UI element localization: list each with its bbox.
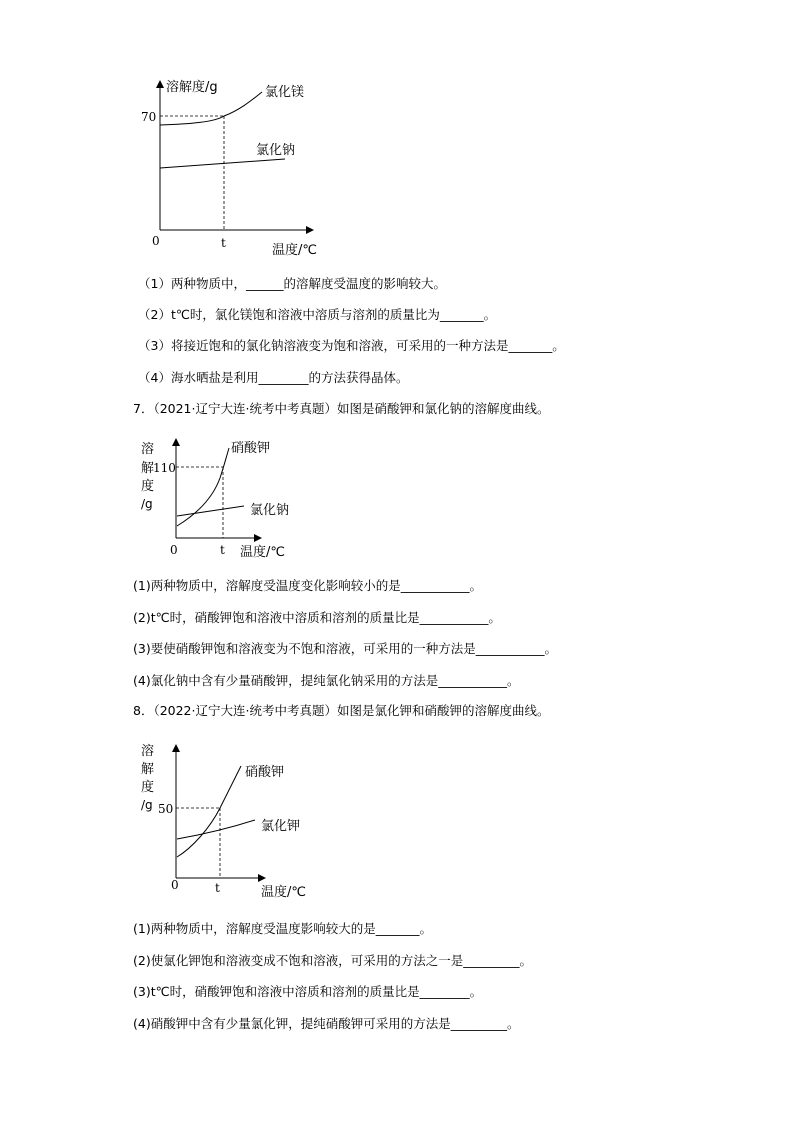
chart3-origin: 0	[171, 878, 179, 892]
chart2-ylabel-4: /g	[141, 497, 153, 511]
chart2-xlabel: 温度/℃	[240, 545, 285, 560]
chart3-ylabel-3: 度	[141, 780, 155, 795]
chart3-legend-potassium-chloride: 氯化钾	[261, 819, 301, 834]
q8-header: 8．（2022·辽宁大连·统考中考真题）如图是氯化钾和硝酸钾的溶解度曲线。	[133, 703, 550, 718]
chart1-origin: 0	[152, 234, 160, 248]
chart2-y-mark: 110	[153, 461, 176, 475]
chart3-series-potassium-chloride	[177, 820, 255, 839]
chart2-legend-sodium-chloride: 氯化钠	[250, 503, 290, 518]
chart3-xlabel: 温度/℃	[261, 885, 306, 900]
q7-sub2: (2)t℃时，硝酸钾饱和溶液中溶质和溶剂的质量比是___________。	[133, 610, 501, 625]
chart1-xlabel: 温度/℃	[272, 243, 317, 258]
q7-sub3: (3)要使硝酸钾饱和溶液变为不饱和溶液，可采用的一种方法是___________。	[133, 641, 557, 656]
q8-sub4: (4)硝酸钾中含有少量氯化钾，提纯硝酸钾可采用的方法是_________。	[133, 1016, 520, 1031]
chart1-series-sodium-chloride	[160, 159, 285, 168]
chart3-x-mark: t	[215, 881, 220, 895]
chart2-origin: 0	[170, 543, 178, 557]
q7-sub4: (4)氯化钠中含有少量硝酸钾，提纯氯化钠采用的方法是___________。	[133, 673, 520, 688]
chart2-ylabel-2: 解	[141, 461, 155, 476]
q6-sub4: （4）海水晒盐是利用________的方法获得晶体。	[138, 370, 409, 385]
chart3-series-potassium-nitrate	[177, 766, 241, 857]
chart1-ylabel: 溶解度/g	[166, 80, 218, 95]
chart2-legend-potassium-nitrate: 硝酸钾	[231, 441, 271, 456]
q8-sub3: (3)t℃时，硝酸钾饱和溶液中溶质和溶剂的质量比是________。	[133, 984, 483, 999]
chart2-series-potassium-nitrate	[177, 448, 229, 526]
q8-sub1: (1)两种物质中，溶解度受温度影响较大的是_______。	[133, 921, 432, 936]
q6-sub2: （2）t℃时，氯化镁饱和溶液中溶质与溶剂的质量比为_______。	[138, 307, 497, 322]
q8-sub2: (2)使氯化钾饱和溶液变成不饱和溶液，可采用的方法之一是_________。	[133, 953, 532, 968]
chart3-ylabel-4: /g	[141, 798, 153, 812]
chart3-ylabel-1: 溶	[141, 744, 155, 759]
chart2-ylabel-3: 度	[141, 479, 155, 494]
chart1-legend-magnesium-chloride: 氯化镁	[265, 85, 305, 100]
chart3-y-mark: 50	[158, 802, 174, 816]
q6-sub1: （1）两种物质中，______的溶解度受温度的影响较大。	[138, 276, 446, 291]
chart2-ylabel-1: 溶	[141, 442, 155, 457]
q7-sub1: (1)两种物质中，溶解度受温度变化影响较小的是___________。	[133, 578, 482, 593]
chart3-ylabel-2: 解	[141, 762, 155, 777]
q7-header: 7．（2021·辽宁大连·统考中考真题）如图是硝酸钾和氯化钠的溶解度曲线。	[133, 401, 550, 416]
chart1-x-mark: t	[221, 236, 226, 250]
q6-sub3: （3）将接近饱和的氯化钠溶液变为饱和溶液，可采用的一种方法是_______。	[138, 338, 565, 353]
chart1-series-magnesium-chloride	[160, 92, 262, 125]
chart2-series-sodium-chloride	[177, 506, 244, 516]
chart1-y-mark: 70	[141, 110, 157, 124]
chart1-legend-sodium-chloride: 氯化钠	[256, 143, 296, 158]
chart3-legend-potassium-nitrate: 硝酸钾	[245, 765, 285, 780]
chart2-x-mark: t	[220, 543, 225, 557]
